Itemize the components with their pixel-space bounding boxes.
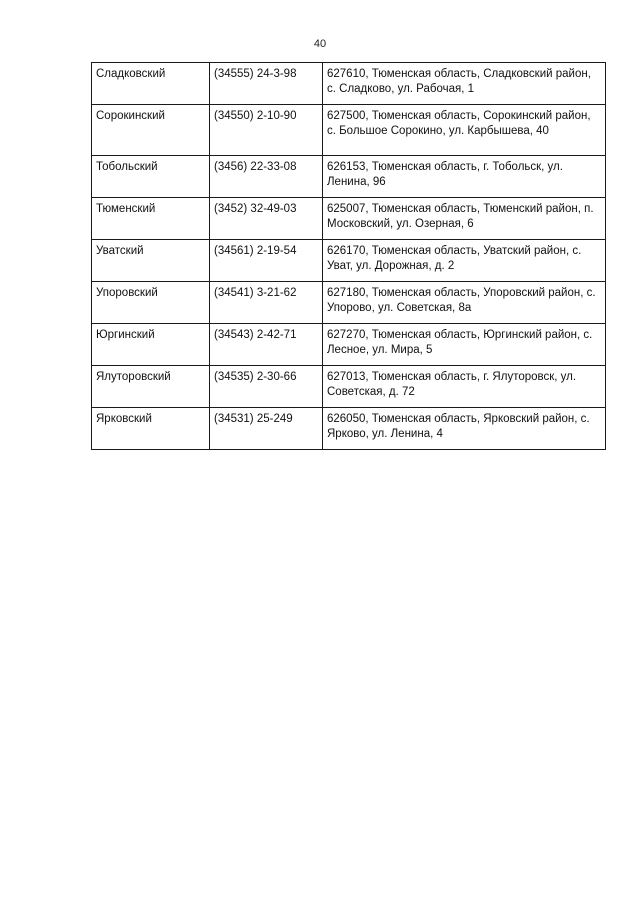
table-row: [92, 282, 606, 324]
table-row: [92, 198, 606, 240]
district-name-cell: Упоровский: [92, 282, 210, 324]
district-contacts-table: [91, 62, 606, 450]
phone-cell: (34561) 2-19-54: [210, 240, 323, 282]
table-row: [92, 366, 606, 408]
address-cell: 627270, Тюменская область, Юргинский район, с. Лесное, ул. Мира, 5: [323, 324, 606, 366]
district-name-cell: Тюменский: [92, 198, 210, 240]
table-row: [92, 408, 606, 450]
table-row: [92, 63, 606, 105]
address-cell: 626170, Тюменская область, Уватский район, с. Уват, ул. Дорожная, д. 2: [323, 240, 606, 282]
page-number: 40: [313, 38, 327, 50]
phone-cell: (3452) 32-49-03: [210, 198, 323, 240]
address-cell: 627180, Тюменская область, Упоровский район, с. Упорово, ул. Советская, 8а: [323, 282, 606, 324]
phone-cell: (34550) 2-10-90: [210, 105, 323, 156]
phone-cell: (34555) 24-3-98: [210, 63, 323, 105]
table-row: [92, 156, 606, 198]
phone-cell: (34531) 25-249: [210, 408, 323, 450]
district-name-cell: Уватский: [92, 240, 210, 282]
district-name-cell: Ялуторовский: [92, 366, 210, 408]
district-name-cell: Юргинский: [92, 324, 210, 366]
phone-cell: (34543) 2-42-71: [210, 324, 323, 366]
table-row: [92, 240, 606, 282]
phone-cell: (34541) 3-21-62: [210, 282, 323, 324]
table-row: [92, 324, 606, 366]
address-cell: 627500, Тюменская область, Сорокинский район, с. Большое Сорокино, ул. Карбышева, 40: [323, 105, 606, 156]
district-name-cell: Сладковский: [92, 63, 210, 105]
district-name-cell: Ярковский: [92, 408, 210, 450]
district-name-cell: Сорокинский: [92, 105, 210, 156]
address-cell: 627610, Тюменская область, Сладковский район, с. Сладково, ул. Рабочая, 1: [323, 63, 606, 105]
table-row: [92, 105, 606, 156]
address-cell: 625007, Тюменская область, Тюменский район, п. Московский, ул. Озерная, 6: [323, 198, 606, 240]
district-name-cell: Тобольский: [92, 156, 210, 198]
phone-cell: (34535) 2-30-66: [210, 366, 323, 408]
address-cell: 626153, Тюменская область, г. Тобольск, ул. Ленина, 96: [323, 156, 606, 198]
phone-cell: (3456) 22-33-08: [210, 156, 323, 198]
address-cell: 626050, Тюменская область, Ярковский район, с. Ярково, ул. Ленина, 4: [323, 408, 606, 450]
address-cell: 627013, Тюменская область, г. Ялуторовск, ул. Советская, д. 72: [323, 366, 606, 408]
